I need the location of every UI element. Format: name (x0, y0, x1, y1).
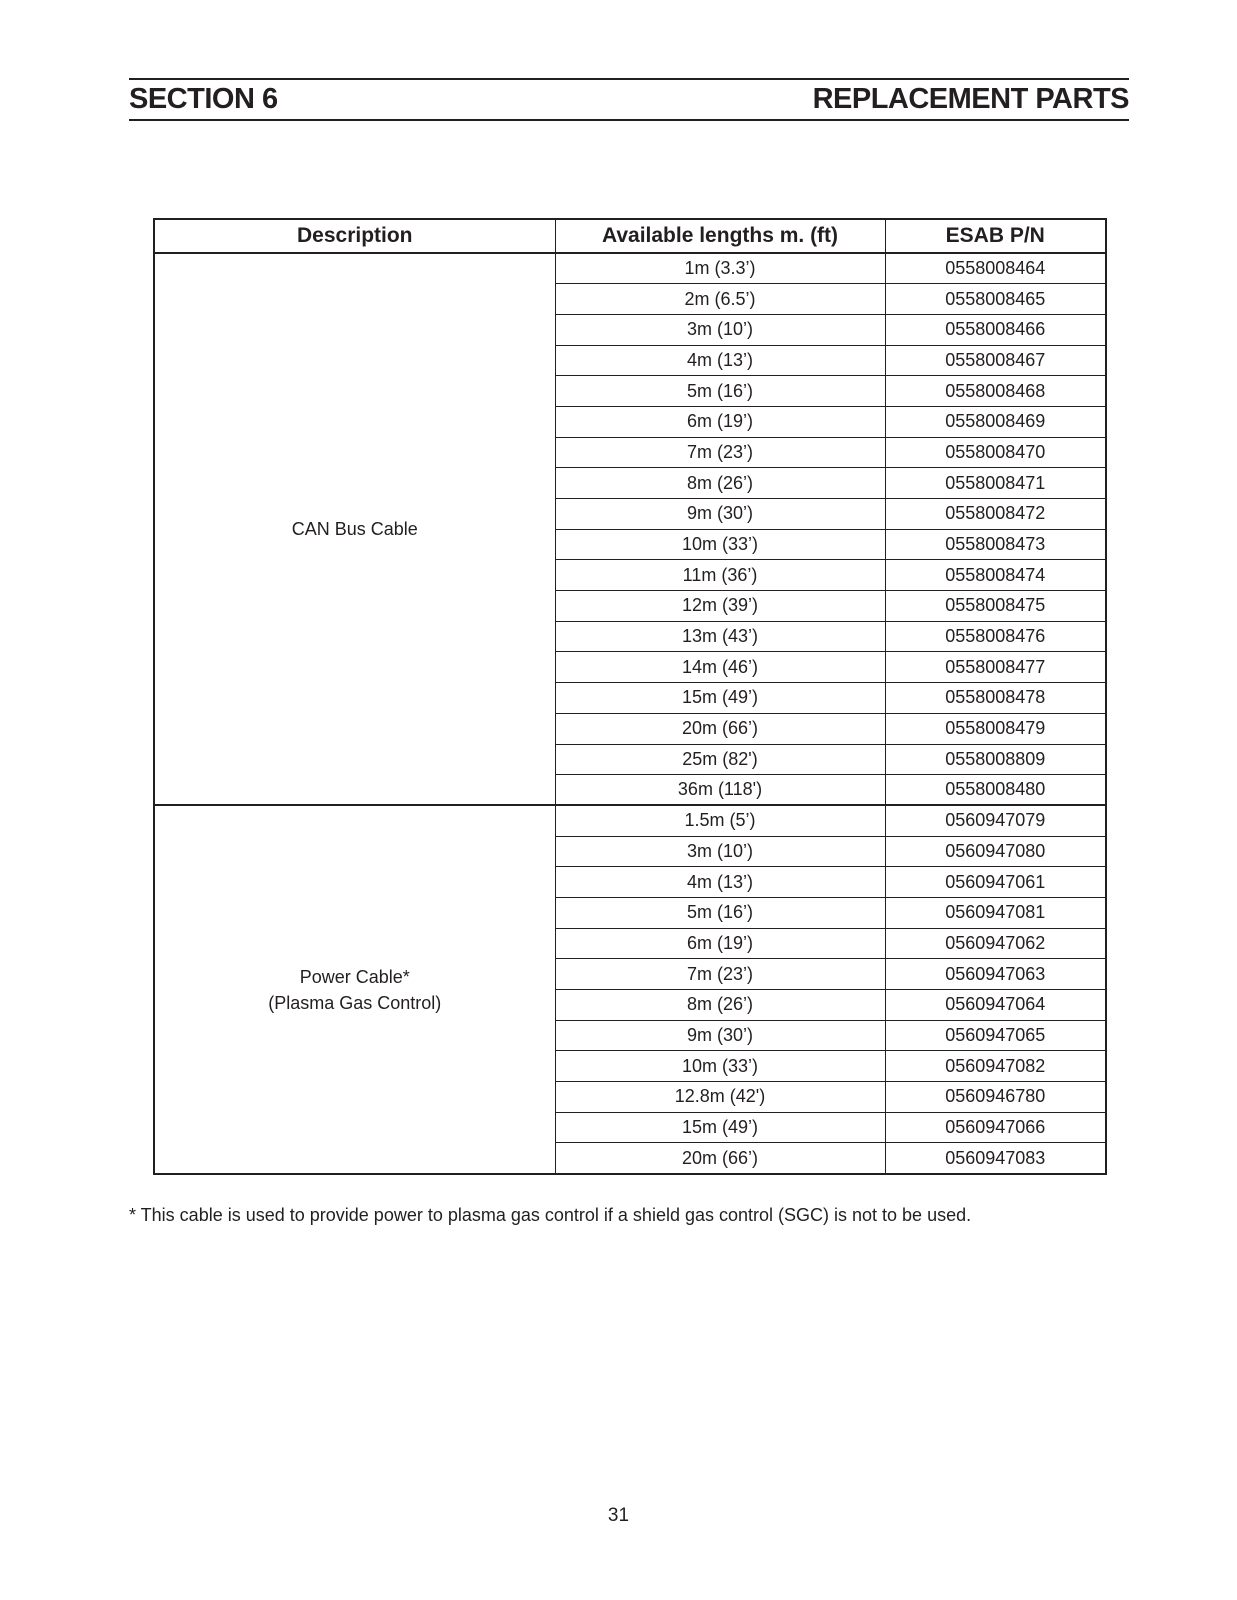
length-cell: 36m (118') (555, 775, 885, 806)
replacement-parts-table (153, 218, 1107, 1175)
description-cell (154, 253, 555, 805)
length-cell: 11m (36’) (555, 560, 885, 591)
part-number-cell: 0558008473 (885, 529, 1106, 560)
length-cell: 7m (23’) (555, 437, 885, 468)
length-cell: 6m (19’) (555, 406, 885, 437)
part-number-cell: 0558008464 (885, 253, 1106, 284)
section-label: SECTION 6 (129, 83, 278, 115)
length-cell: 20m (66’) (555, 1143, 885, 1174)
part-number-cell: 0558008470 (885, 437, 1106, 468)
length-cell: 4m (13’) (555, 345, 885, 376)
part-number-cell: 0558008466 (885, 314, 1106, 345)
part-number-cell: 0560947065 (885, 1020, 1106, 1051)
length-cell: 1.5m (5’) (555, 805, 885, 836)
length-cell: 20m (66’) (555, 713, 885, 744)
length-cell: 12.8m (42') (555, 1082, 885, 1113)
description-line: (Plasma Gas Control) (268, 992, 442, 1013)
column-header-part-number: ESAB P/N (885, 219, 1106, 253)
part-number-cell: 0560947082 (885, 1051, 1106, 1082)
part-number-cell: 0560947062 (885, 928, 1106, 959)
part-number-cell: 0558008472 (885, 499, 1106, 530)
table-body (154, 253, 1106, 1174)
part-number-cell: 0558008471 (885, 468, 1106, 499)
length-cell: 15m (49’) (555, 1112, 885, 1143)
part-number-cell: 0558008477 (885, 652, 1106, 683)
table-row (154, 253, 1106, 284)
part-number-cell: 0560947083 (885, 1143, 1106, 1174)
length-cell: 10m (33’) (555, 529, 885, 560)
length-cell: 7m (23’) (555, 959, 885, 990)
length-cell: 8m (26’) (555, 990, 885, 1021)
part-number-cell: 0560947063 (885, 959, 1106, 990)
table-row (154, 805, 1106, 836)
length-cell: 9m (30’) (555, 499, 885, 530)
column-header-description: Description (154, 219, 555, 253)
section-header (129, 78, 1129, 121)
table-header-row (154, 219, 1106, 253)
length-cell: 9m (30’) (555, 1020, 885, 1051)
length-cell: 1m (3.3’) (555, 253, 885, 284)
description-cell (154, 805, 555, 1173)
part-number-cell: 0558008478 (885, 683, 1106, 714)
part-number-cell: 0558008476 (885, 621, 1106, 652)
length-cell: 5m (16’) (555, 897, 885, 928)
part-number-cell: 0560947079 (885, 805, 1106, 836)
part-number-cell: 0560946780 (885, 1082, 1106, 1113)
section-title: REPLACEMENT PARTS (812, 83, 1129, 115)
footnote: * This cable is used to provide power to plasma gas control if a shield gas control (SGC) is not to be used. (129, 1205, 972, 1225)
part-number-cell: 0560947066 (885, 1112, 1106, 1143)
description-line: Power Cable* (299, 966, 410, 987)
part-number-cell: 0558008467 (885, 345, 1106, 376)
length-cell: 5m (16’) (555, 376, 885, 407)
length-cell: 4m (13’) (555, 867, 885, 898)
length-cell: 13m (43’) (555, 621, 885, 652)
part-number-cell: 0558008469 (885, 406, 1106, 437)
description-line: CAN Bus Cable (291, 519, 418, 540)
part-number-cell: 0560947064 (885, 990, 1106, 1021)
length-cell: 6m (19’) (555, 928, 885, 959)
part-number-cell: 0558008465 (885, 284, 1106, 315)
part-number-cell: 0558008809 (885, 744, 1106, 775)
part-number-cell: 0558008468 (885, 376, 1106, 407)
page-number: 31 (607, 1505, 630, 1526)
length-cell: 3m (10’) (555, 836, 885, 867)
part-number-cell: 0560947080 (885, 836, 1106, 867)
length-cell: 3m (10’) (555, 314, 885, 345)
column-header-lengths: Available lengths m. (ft) (555, 219, 885, 253)
part-number-cell: 0560947081 (885, 897, 1106, 928)
part-number-cell: 0560947061 (885, 867, 1106, 898)
length-cell: 12m (39’) (555, 591, 885, 622)
length-cell: 8m (26’) (555, 468, 885, 499)
length-cell: 15m (49’) (555, 683, 885, 714)
part-number-cell: 0558008474 (885, 560, 1106, 591)
length-cell: 10m (33’) (555, 1051, 885, 1082)
length-cell: 2m (6.5’) (555, 284, 885, 315)
part-number-cell: 0558008479 (885, 713, 1106, 744)
length-cell: 25m (82') (555, 744, 885, 775)
length-cell: 14m (46’) (555, 652, 885, 683)
part-number-cell: 0558008480 (885, 775, 1106, 806)
part-number-cell: 0558008475 (885, 591, 1106, 622)
